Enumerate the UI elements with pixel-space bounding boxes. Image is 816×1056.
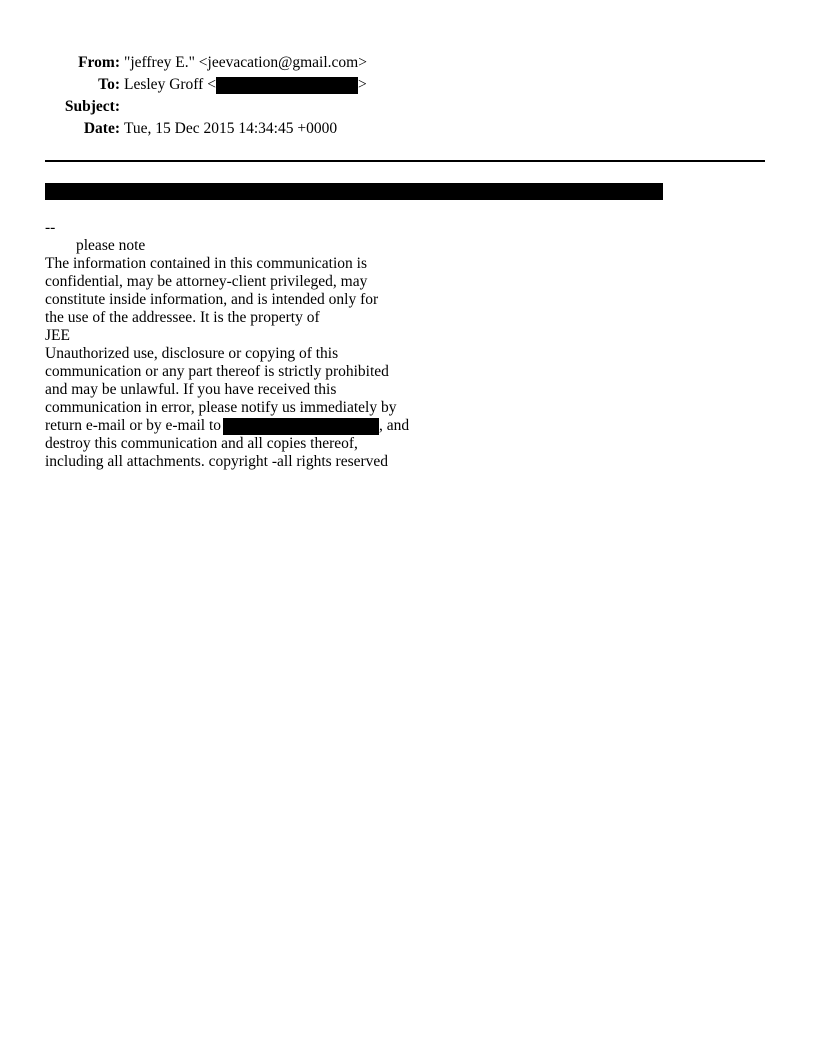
disclaimer-line: and may be unlawful. If you have received this [45, 381, 337, 398]
date-value: Tue, 15 Dec 2015 14:34:45 +0000 [124, 120, 338, 137]
subject-row [0, 96, 700, 118]
from-value: "jeffrey E." <jeevacation@gmail.com> [124, 54, 367, 71]
disclaimer-line: Unauthorized use, disclosure or copying of this [45, 345, 339, 362]
date-row [0, 118, 700, 140]
disclaimer-return-line [45, 417, 465, 435]
disclaimer-line: the use of the addressee. It is the property of [45, 309, 320, 326]
please-note: please note [76, 237, 146, 254]
email-body [45, 219, 465, 471]
from-row [0, 52, 700, 74]
header-divider [45, 160, 765, 162]
redacted-body-line [45, 183, 663, 200]
disclaimer-line: The information contained in this communication is [45, 255, 367, 272]
date-label: Date: [83, 120, 120, 137]
to-suffix: > [357, 76, 367, 93]
to-row [0, 74, 700, 96]
subject-label: Subject: [64, 98, 120, 115]
disclaimer-line: JEE [45, 327, 70, 344]
from-label: From: [78, 54, 120, 71]
redacted-email-contact [223, 418, 379, 435]
disclaimer-line: destroy this communication and all copies thereof, [45, 435, 358, 452]
disclaimer-line: constitute inside information, and is intended only for [45, 291, 379, 308]
return-line-suffix: , and [379, 417, 410, 434]
signature-separator: -- [45, 219, 56, 236]
redacted-email-to [216, 77, 358, 94]
to-name: Lesley Groff < [124, 76, 216, 93]
disclaimer-line: communication in error, please notify us immediately by [45, 399, 397, 416]
disclaimer-line: including all attachments. copyright -all rights reserved [45, 453, 389, 470]
disclaimer-line: confidential, may be attorney-client privileged, may [45, 273, 368, 290]
to-label: To: [98, 76, 120, 93]
email-header [0, 52, 700, 140]
to-value [120, 74, 367, 96]
disclaimer-line: communication or any part thereof is strictly prohibited [45, 363, 389, 380]
return-line-prefix: return e-mail or by e-mail to [45, 417, 222, 434]
